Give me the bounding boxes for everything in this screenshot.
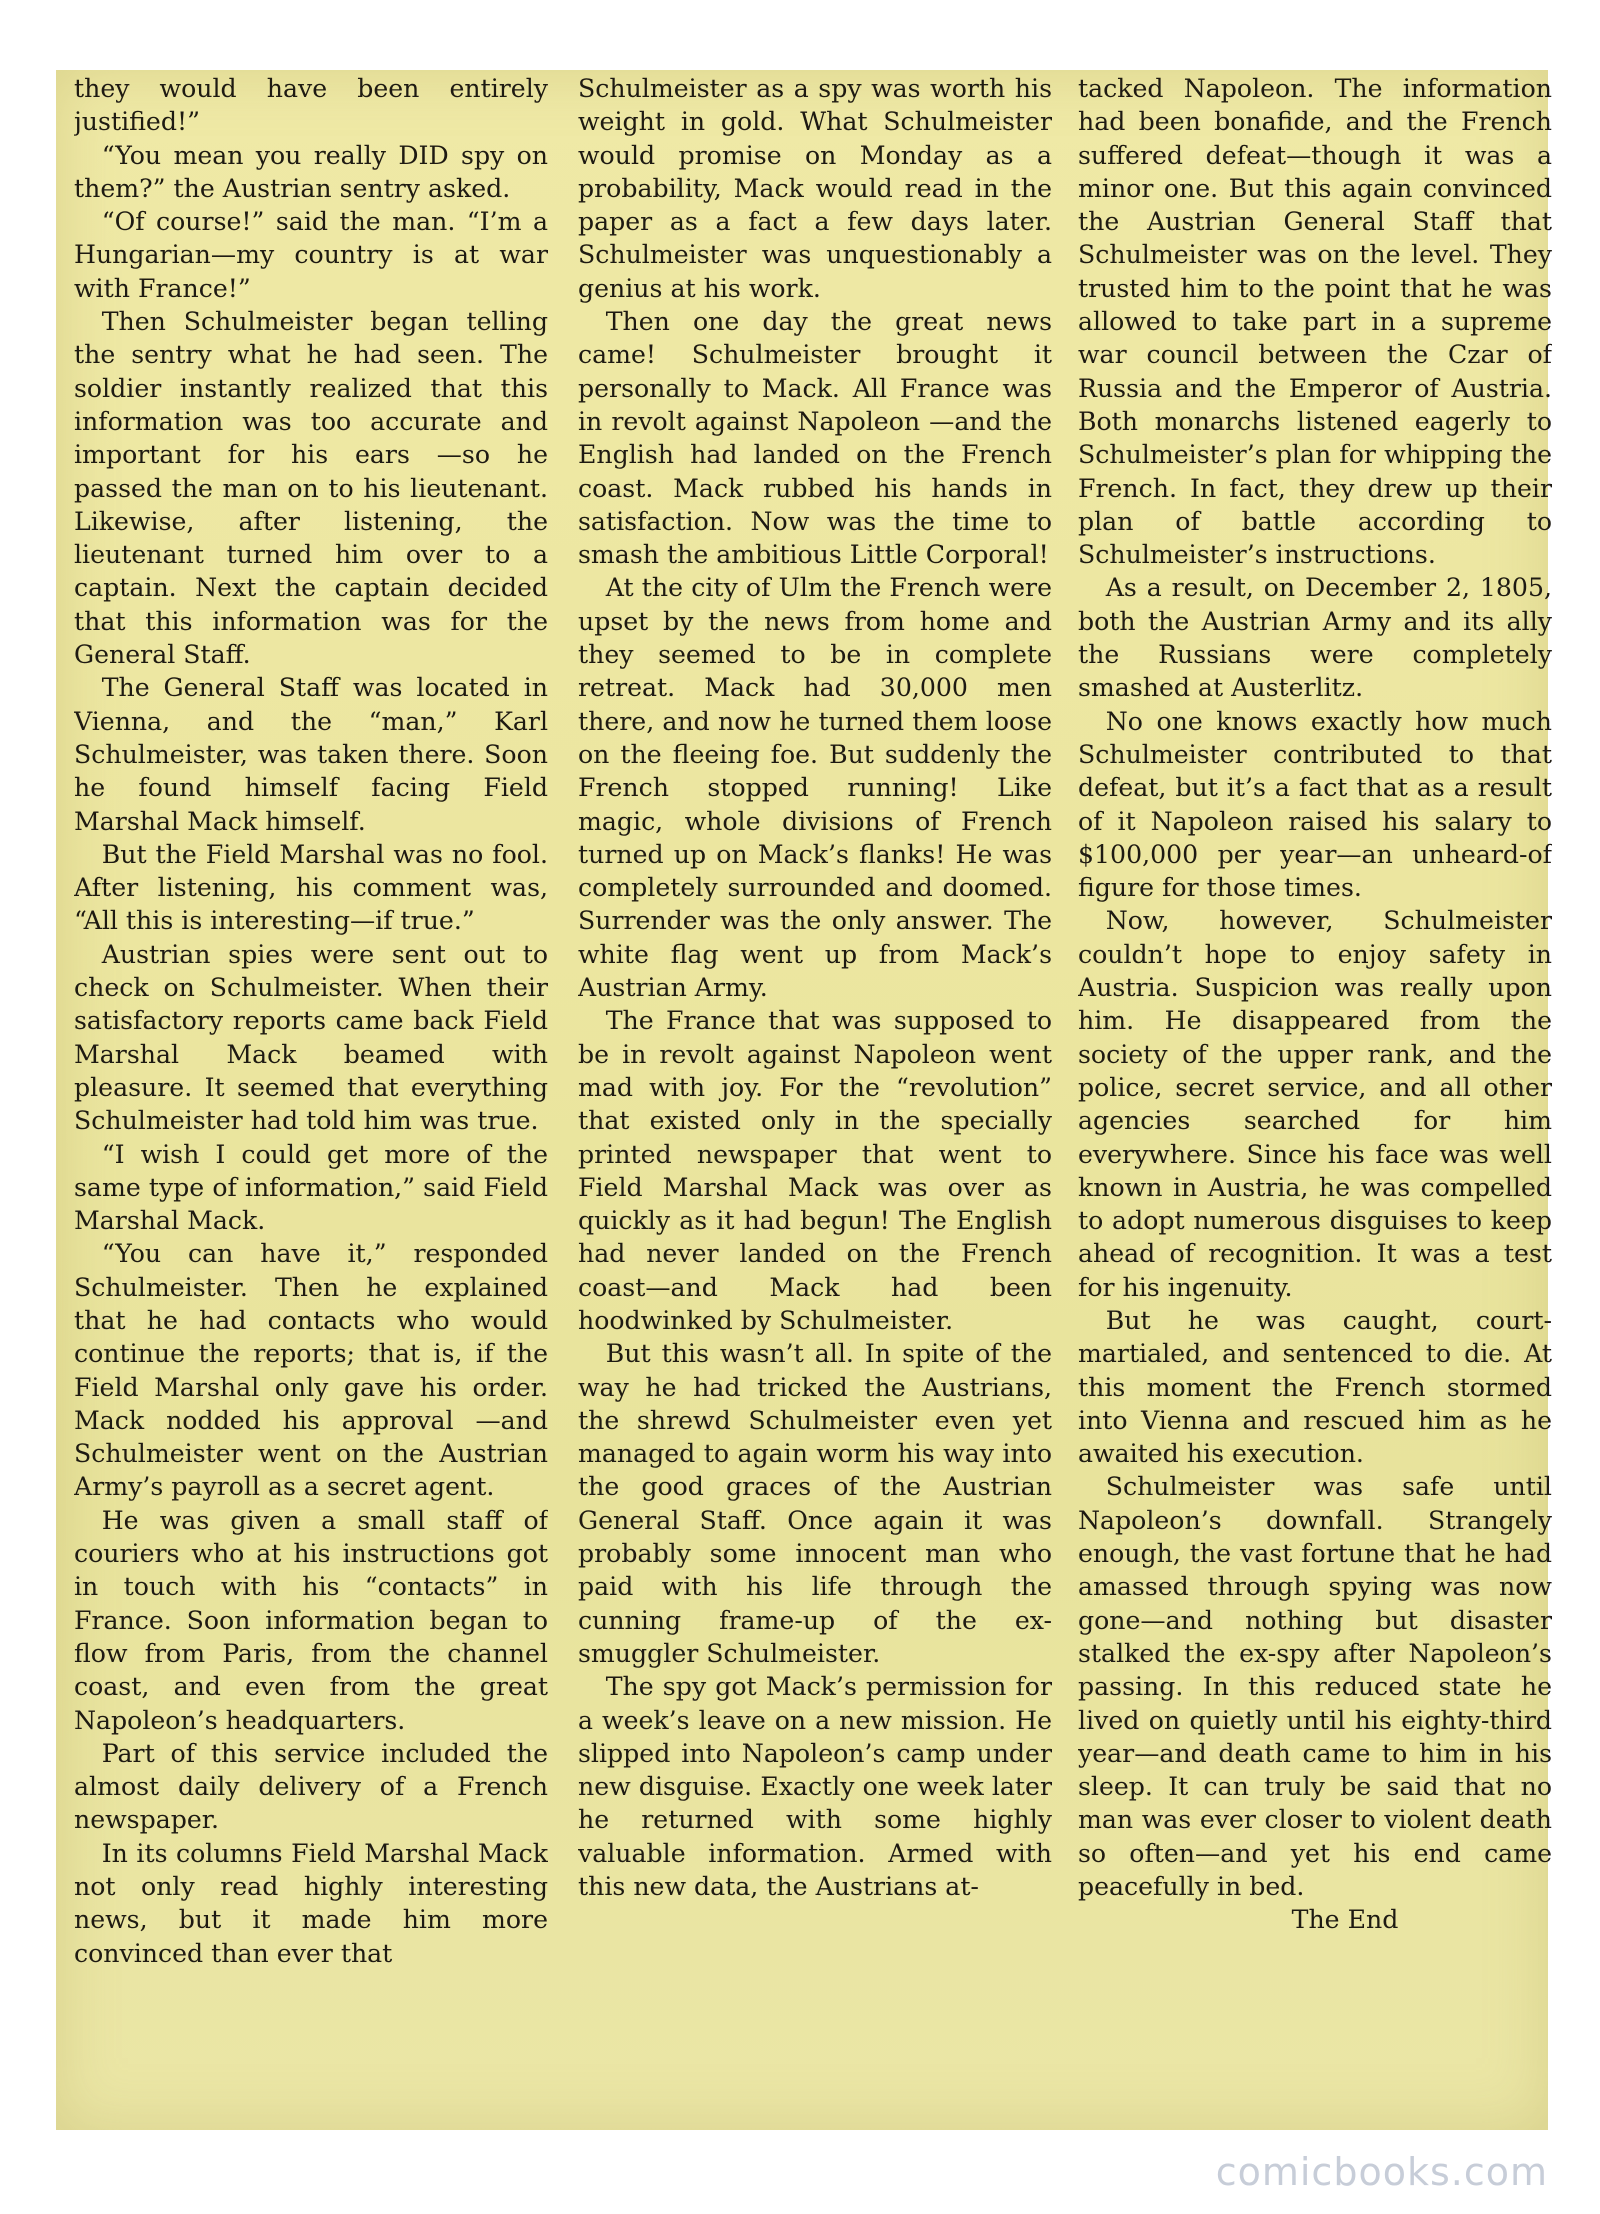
paragraph: Now, however, Schulmeister couldn’t hope to enjoy safety in Austria. Suspicion was really upon him. He disappeared from the society of the upper rank, and the police, secret service, and all other agencies searched for him everywhere. Since his face was well known in Austria, he was compelled to adopt numerous disguises to keep ahead of recognition. It was a test for his ingenuity. [1078, 906, 1552, 1302]
paragraph: Then one day the great news came! Schulmeister brought it personally to Mack. All France was in revolt against Napoleon —and the English had landed on the French coast. Mack rubbed his hands in satisfaction. Now was the time to smash the ambitious Little Corporal! [578, 307, 1052, 570]
paragraph: No one knows exactly how much Schulmeister contributed to that defeat, but it’s a fact that as a result of it Napoleon raised his salary to $100,000 per year—an unheard-of figure for those times. [1078, 706, 1552, 903]
paragraph: Austrian spies were sent out to check on Schulmeister. When their satisfactory reports came back Field Marshal Mack beamed with pleasure. It seemed that everything Schulmeister had told him was true. [74, 939, 548, 1136]
paragraph: The spy got Mack’s permission for a week’s leave on a new mission. He slipped into Napoleon’s camp under new disguise. Exactly one week later he returned with some highly valuable information. Armed with this new data, the Austrians at- [578, 1672, 1052, 1902]
paragraph: “You can have it,” responded Schulmeister. Then he explained that he had contacts who would continue the reports; that is, if the Field Marshal only gave his order. Mack nodded his approval —and Schulmeister went on the Austrian Army’s payroll as a secret agent. [74, 1239, 548, 1502]
paragraph: But he was caught, court-martialed, and sentenced to die. At this moment the French stormed into Vienna and rescued him as he awaited his execution. [1078, 1305, 1552, 1469]
the-end-label: The End [1291, 1905, 1399, 1935]
text-column-1 [74, 72, 548, 2122]
paragraph: The General Staff was located in Vienna, and the “man,” Karl Schulmeister, was taken there. Soon he found himself facing Field Marshal Mack himself. [74, 673, 548, 836]
paragraph: But the Field Marshal was no fool. After listening, his comment was, “All this is interesting—if true.” [74, 839, 548, 936]
text-column-3 [1078, 72, 1552, 2122]
text-column-2 [578, 72, 1052, 2122]
paragraph: Then Schulmeister began telling the sentry what he had seen. The soldier instantly realized that this information was too accurate and important for his ears —so he passed the man on to his lieutenant. Likewise, after listening, the lieutenant turned him over to a captain. Next the captain decided that this information was for the General Staff. [74, 307, 548, 670]
paragraph: Schulmeister was safe until Napoleon’s downfall. Strangely enough, the vast fortune that he had amassed through spying was now gone—and nothing but disaster stalked the ex-spy after Napoleon’s passing. In this reduced state he lived on quietly until his eighty-third year—and death came to him in his sleep. It can truly be said that no man was ever closer to violent death so often—and yet his end came peacefully in bed. [1078, 1472, 1552, 1902]
paragraph: “Of course!” said the man. “I’m a Hungarian—my country is at war with France!” [74, 207, 548, 303]
paragraph: Schulmeister as a spy was worth his weight in gold. What Schulmeister would promise on Monday as a probability, Mack would read in the paper as a fact a few days later. Schulmeister was unquestionably a genius at his work. [578, 74, 1052, 303]
paragraph: Part of this service included the almost daily delivery of a French newspaper. [74, 1738, 548, 1835]
paragraph: tacked Napoleon. The information had been bonafide, and the French suffered defeat—though it was a minor one. But this again convinced the Austrian General Staff that Schulmeister was on the level. They trusted him to the point that he was allowed to take part in a supreme war council between the Czar of Russia and the Emperor of Austria. Both monarchs listened eagerly to Schulmeister’s plan for whipping the French. In fact, they drew up their plan of battle according to Schulmeister’s instructions. [1078, 74, 1552, 570]
paragraph: But this wasn’t all. In spite of the way he had tricked the Austrians, the shrewd Schulmeister even yet managed to again worm his way into the good graces of the Austrian General Staff. Once again it was probably some innocent man who paid with his life through the cunning frame-up of the ex-smuggler Schulmeister. [578, 1339, 1052, 1668]
paragraph: “I wish I could get more of the same type of information,” said Field Marshal Mack. [74, 1139, 548, 1236]
paragraph: they would have been entirely justified!” [74, 74, 548, 137]
paragraph: He was given a small staff of couriers who at his instructions got in touch with his “contacts” in France. Soon information began to flow from Paris, from the channel coast, and even from the great Napoleon’s headquarters. [74, 1505, 548, 1735]
paragraph: In its columns Field Marshal Mack not only read highly interesting news, but it made him more convinced than ever that [74, 1838, 548, 1968]
paragraph: “You mean you really DID spy on them?” the Austrian sentry asked. [74, 140, 548, 203]
paragraph: At the city of Ulm the French were upset by the news from home and they seemed to be in complete retreat. Mack had 30,000 men there, and now he turned them loose on the fleeing foe. But suddenly the French stopped running! Like magic, whole divisions of French turned up on Mack’s flanks! He was completely surrounded and doomed. Surrender was the only answer. The white flag went up from Mack’s Austrian Army. [578, 573, 1052, 1003]
paragraph: The France that was supposed to be in revolt against Napoleon went mad with joy. For the “revolution” that existed only in the specially printed newspaper that went to Field Marshal Mack was over as quickly as it had begun! The English had never landed on the French coast—and Mack had been hoodwinked by Schulmeister. [578, 1006, 1052, 1335]
watermark: comicbooks.com [1215, 2150, 1548, 2194]
paragraph: As a result, on December 2, 1805, both the Austrian Army and its ally the Russians were completely smashed at Austerlitz. [1078, 573, 1552, 703]
